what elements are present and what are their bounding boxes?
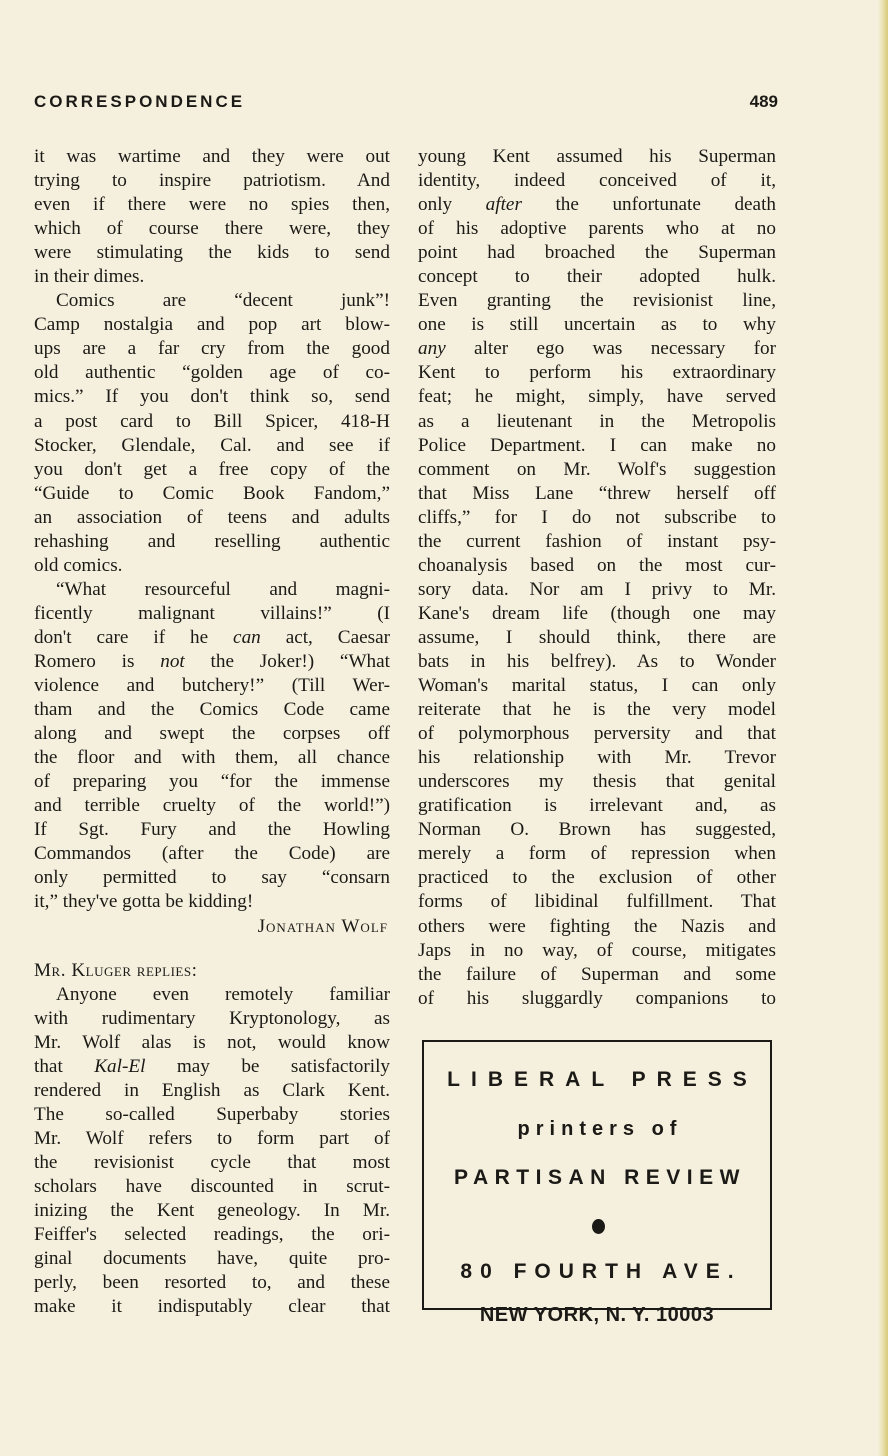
right-column <box>418 145 776 1011</box>
text-line: comment on Mr. Wolf's suggestion <box>418 458 776 480</box>
text-line: “Guide to Comic Book Fandom,” <box>34 482 390 504</box>
ad-street-address: 80 FOURTH AVE. <box>460 1260 742 1283</box>
text-line: Japs in no way, of course, mitigates <box>418 939 776 961</box>
text-line: even if there were no spies then, <box>34 194 390 216</box>
text-line: of his adoptive parents who at no <box>418 218 776 240</box>
text-line: merely a form of repression when <box>418 843 776 865</box>
text-line: the current fashion of instant psy- <box>418 530 776 552</box>
text-line: Romero is not the Joker!) “What <box>34 650 390 672</box>
text-line: with rudimentary Kryptonology, as <box>34 1007 390 1029</box>
text-line: ginal documents have, quite pro- <box>34 1248 390 1270</box>
letter-signature: Jonathan Wolf <box>257 915 388 937</box>
text-line: that Kal-El may be satisfactorily <box>34 1055 391 1077</box>
text-line: cliffs,” for I do not subscribe to <box>418 506 776 528</box>
text-line: violence and butchery!” (Till Wer- <box>34 675 390 697</box>
text-line: an association of teens and adults <box>34 506 390 528</box>
text-line: assume, I should think, there are <box>418 626 776 648</box>
text-line: inizing the Kent geneology. In Mr. <box>34 1200 390 1222</box>
text-line: it was wartime and they were out <box>34 146 390 167</box>
text-line: scholars have discounted in scrut- <box>34 1175 390 1197</box>
text-line: make it indisputably clear that <box>34 1296 390 1318</box>
text-line: which of course there were, they <box>34 218 390 240</box>
text-line: Woman's marital status, I can only <box>418 675 776 697</box>
text-line: only after the unfortunate death <box>418 194 776 216</box>
text-line: of preparing you “for the immense <box>34 771 390 793</box>
text-line: Norman O. Brown has suggested, <box>418 819 776 841</box>
page-edge <box>878 0 888 1456</box>
text-line: it,” they've gotta be kidding! <box>34 891 254 913</box>
bullet-icon <box>592 1219 605 1234</box>
text-line: point had broached the Superman <box>418 242 776 264</box>
section-title: CORRESPONDENCE <box>34 92 246 111</box>
text-line: rendered in English as Clark Kent. <box>34 1079 390 1101</box>
text-line: Kent to perform his extraordinary <box>418 362 776 384</box>
text-line: old comics. <box>34 554 123 576</box>
text-line: a post card to Bill Spicer, 418-H <box>34 410 390 432</box>
left-column <box>34 145 390 1319</box>
text-line: Feiffer's selected readings, the ori- <box>34 1224 390 1246</box>
text-line: any alter ego was necessary for <box>418 338 776 360</box>
text-line: Mr. Wolf refers to form part of <box>34 1127 390 1149</box>
text-line: his relationship with Mr. Trevor <box>418 747 776 769</box>
text-line: the floor and with them, all chance <box>34 747 390 769</box>
text-line: Commandos (after the Code) are <box>34 843 390 865</box>
text-line: choanalysis based on the most cur- <box>418 554 776 576</box>
text-line: you don't get a free copy of the <box>34 458 390 480</box>
text-line: the revisionist cycle that most <box>34 1151 390 1173</box>
text-line: one is still uncertain as to why <box>418 314 776 336</box>
text-line: Comics are “decent junk”! <box>56 290 390 312</box>
text-line: that Miss Lane “threw herself off <box>418 482 776 504</box>
text-line: practiced to the exclusion of other <box>418 867 776 889</box>
text-line: perly, been resorted to, and these <box>34 1272 390 1294</box>
text-line: the failure of Superman and some <box>418 963 776 985</box>
text-line: Anyone even remotely familiar <box>56 983 390 1005</box>
text-line: young Kent assumed his Superman <box>418 146 776 167</box>
text-line: along and swept the corpses off <box>34 723 390 745</box>
text-line: forms of libidinal fulfillment. That <box>418 891 776 913</box>
text-line: underscores my thesis that genital <box>418 771 776 793</box>
text-line: Even granting the revisionist line, <box>418 290 776 312</box>
text-line: as a lieutenant in the Metropolis <box>418 410 776 432</box>
text-line: rehashing and reselling authentic <box>34 530 390 552</box>
text-line: tham and the Comics Code came <box>34 699 390 721</box>
replies-heading: Mr. Kluger replies: <box>34 959 198 981</box>
text-line: ficently malignant villains!” (I <box>34 602 390 624</box>
ad-printers-of: printers of <box>517 1118 683 1140</box>
ad-publication-name: PARTISAN REVIEW <box>454 1166 746 1189</box>
text-line: only permitted to say “consarn <box>34 867 390 889</box>
text-line: If Sgt. Fury and the Howling <box>34 819 390 841</box>
text-line: others were fighting the Nazis and <box>418 915 776 937</box>
text-line: sory data. Nor am I privy to Mr. <box>418 578 776 600</box>
text-line: Police Department. I can make no <box>418 434 776 456</box>
ad-city-address: NEW YORK, N. Y. 10003 <box>479 1304 715 1326</box>
text-line: Stocker, Glendale, Cal. and see if <box>34 434 390 456</box>
running-header <box>34 92 778 114</box>
text-line: “What resourceful and magni- <box>56 578 390 600</box>
text-line: The so-called Superbaby stories <box>34 1103 390 1125</box>
text-line: identity, indeed conceived of it, <box>418 170 776 192</box>
text-line: in their dimes. <box>34 266 145 288</box>
text-line: old authentic “golden age of co- <box>34 362 390 384</box>
text-line: gratification is irrelevant and, as <box>418 795 776 817</box>
text-line: Mr. Wolf alas is not, would know <box>34 1031 390 1053</box>
page-number: 489 <box>749 92 778 111</box>
text-line: concept to their adopted hulk. <box>418 266 776 288</box>
text-line: Kane's dream life (though one may <box>418 602 776 624</box>
text-line: don't care if he can act, Caesar <box>34 626 390 648</box>
text-line: bats in his belfrey). As to Wonder <box>418 650 776 672</box>
text-line: mics.” If you don't think so, send <box>34 386 390 408</box>
text-line: feat; he might, simply, have served <box>418 386 776 408</box>
text-line: were stimulating the kids to send <box>34 242 390 264</box>
text-line: and terrible cruelty of the world!”) <box>34 795 390 817</box>
text-line: Camp nostalgia and pop art blow- <box>34 314 390 336</box>
text-line: ups are a far cry from the good <box>34 338 390 360</box>
text-line: reiterate that he is the very model <box>418 699 776 721</box>
text-line: of polymorphous perversity and that <box>418 723 776 745</box>
text-line: trying to inspire patriotism. And <box>34 170 390 192</box>
text-line: of his sluggardly companions to <box>418 987 776 1009</box>
ad-company-name: LIBERAL PRESS <box>447 1068 758 1091</box>
printer-advertisement <box>422 1040 772 1326</box>
